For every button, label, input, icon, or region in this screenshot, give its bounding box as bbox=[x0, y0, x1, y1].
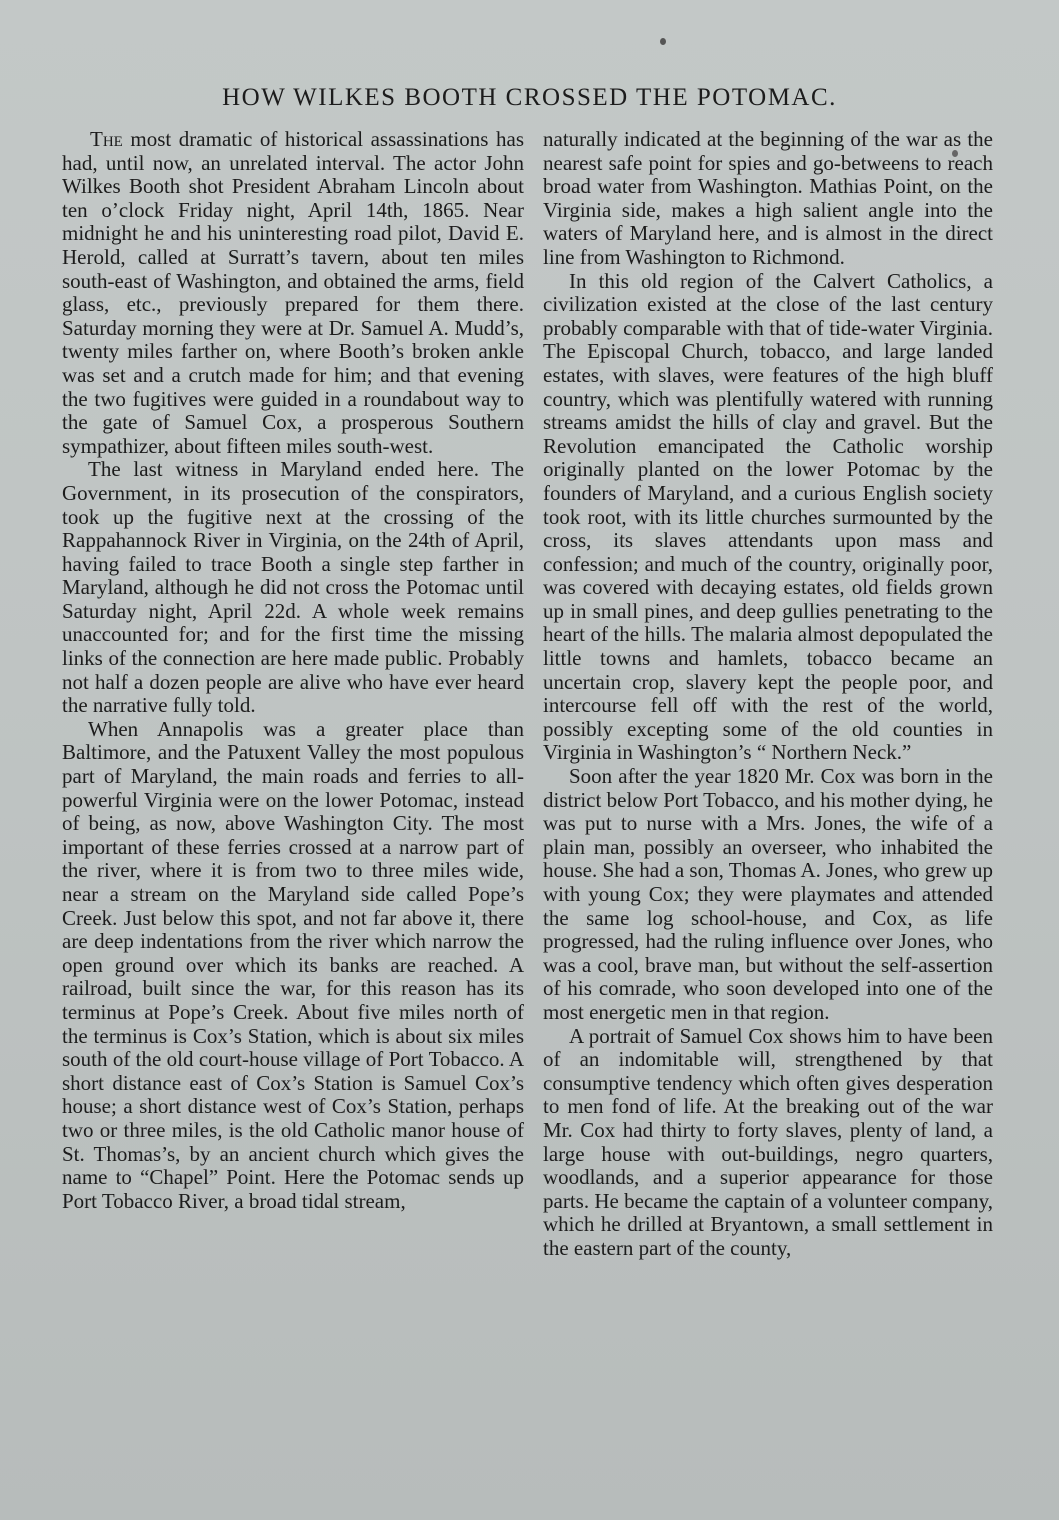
paragraph: The most dramatic of historical assassinations has had, until now, an unrelated interval. The actor John Wilkes Booth shot President Abraham Lincoln about ten o’clock Friday night, April 14th, 1865. Near midnight he and his uninteresting road pilot, David E. Herold, called at Surratt’s tavern, about ten miles south-east of Washington, and obtained the arms, field glass, etc., previously prepared for them there. Saturday morning they were at Dr. Samuel A. Mudd’s, twenty miles farther on, where Booth’s broken ankle was set and a crutch made for him; and that evening the two fugitives were guided in a roundabout way to the gate of Samuel Cox, a prosperous Southern sympathizer, about fifteen miles south-west. bbox=[62, 127, 524, 458]
paragraph: When Annapolis was a greater place than Baltimore, and the Patuxent Valley the most populous part of Maryland, the main roads and ferries to all-powerful Virginia were on the lower Potomac, instead of being, as now, above Washington City. The most important of these ferries crossed at a narrow part of the river, where it is from two to three miles wide, near a stream on the Maryland side called Pope’s Creek. Just below this spot, and not far above it, there are deep indentations from the river which narrow the open ground over which its banks are reached. A railroad, built since the war, for this reason has its terminus at Pope’s Creek. About five miles north of the terminus is Cox’s Station, which is about six miles south of the old court-house village of Port Tobacco. A short distance east of Cox’s Station is Samuel Cox’s house; a short distance west of Cox’s Station, perhaps two or three miles, is the old Catholic manor house of St. Thomas’s, by an ancient church which gives the name to “Chapel” Point. Here the Potomac sends up Port Tobacco River, a broad tidal stream, bbox=[62, 716, 524, 1213]
paragraph: The last witness in Maryland ended here. The Government, in its prosecution of the conspirators, took up the fugitive next at the crossing of the Rappahannock River in Virginia, on the 24th of April, having failed to trace Booth a single step farther in Maryland, although he did not cross the Potomac until Saturday night, April 22d. A whole week remains unaccounted for; and for the first time the missing links of the connection are here made public. Probably not half a dozen people are alive who have ever heard the narrative fully told. bbox=[62, 457, 524, 718]
article-title: HOW WILKES BOOTH CROSSED THE POTOMAC. bbox=[222, 84, 837, 111]
ink-speck bbox=[660, 38, 666, 45]
paragraph: In this old region of the Calvert Catholics, a civilization existed at the close of the last century probably comparable with that of tide-water Virginia. The Episcopal Church, tobacco, and large landed estates, with slaves, were features of the high bluff country, which was plentifully watered with running streams amidst the hills of clay and gravel. But the Revolution emancipated the Catholic worship originally planted on the lower Potomac by the founders of Maryland, and a curious English society took root, with its little churches surmounted by the cross, its slaves attendants upon mass and confession; and much of the country, originally poor, was covered with decaying estates, old fields grown up in small pines, and deep gullies penetrating to the heart of the hills. The malaria almost depopulated the little towns and hamlets, tobacco became an uncertain crop, slavery kept the people poor, and intercourse fell off with the rest of the world, possibly excepting some of the old counties in Virginia in Washington’s “ Northern Neck.” bbox=[543, 268, 993, 765]
left-column bbox=[62, 128, 524, 1213]
lead-word: The bbox=[90, 127, 123, 151]
paragraph: naturally indicated at the beginning of the war as the nearest safe point for spies and go-betweens to reach broad water from Washington. Mathias Point, on the Virginia side, makes a high salient angle into the waters of Maryland here, and is almost in the direct line from Washington to Richmond. bbox=[543, 127, 993, 269]
paragraph: A portrait of Samuel Cox shows him to have been of an indomitable will, strengthened by that consumptive tendency which often gives desperation to men fond of life. At the breaking out of the war Mr. Cox had thirty to forty slaves, plenty of land, a large house with out-buildings, negro quarters, woodlands, and a superior appearance for those parts. He became the captain of a volunteer company, which he drilled at Bryantown, a small settlement in the eastern part of the county, bbox=[543, 1023, 993, 1260]
paragraph: Soon after the year 1820 Mr. Cox was born in the district below Port Tobacco, and his mother dying, he was put to nurse with a Mrs. Jones, the wife of a plain man, possibly an overseer, who inhabited the house. She had a son, Thomas A. Jones, who grew up with young Cox; they were playmates and attended the same log school-house, and Cox, as life progressed, had the ruling influence over Jones, who was a cool, brave man, but without the self-assertion of his comrade, who soon developed into one of the most energetic men in that region. bbox=[543, 764, 993, 1024]
right-column bbox=[543, 128, 993, 1261]
